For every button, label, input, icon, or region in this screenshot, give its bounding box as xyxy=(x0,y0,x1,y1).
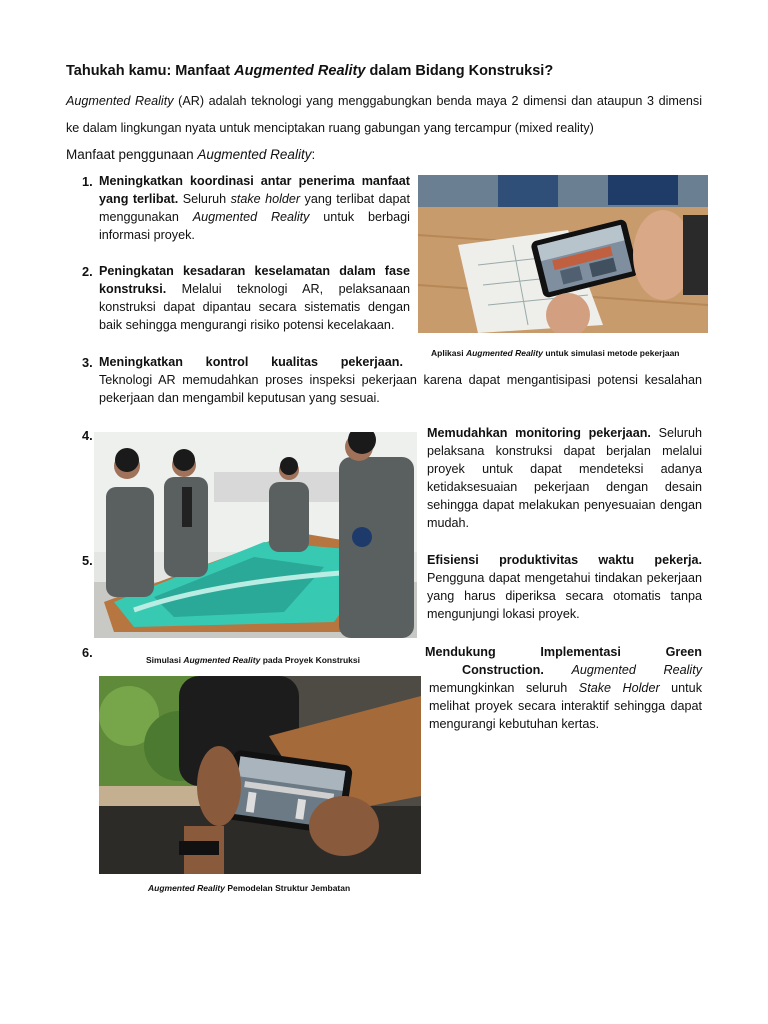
benefit-item-3-heading xyxy=(99,353,403,371)
intro-paragraph xyxy=(66,88,702,142)
caption-2-text: Simulasi xyxy=(146,655,184,665)
item-number-3: 3. xyxy=(82,355,93,370)
photo-ar-bridge-image xyxy=(99,676,421,874)
item-number-5: 5. xyxy=(82,553,93,568)
photo-ar-bridge-phone xyxy=(99,676,421,874)
item-number-4: 4. xyxy=(82,428,93,443)
item-4-heading: Memudahkan monitoring pekerjaan. xyxy=(427,426,651,440)
item-1-heading: Meningkatkan koordinasi antar penerima manfaat yang terlibat. xyxy=(99,174,410,206)
caption-2-italic: Augmented Reality xyxy=(183,655,261,665)
item-4-text: Seluruh pelaksana konstruksi dapat berjalan melalui proyek untuk dapat mendeteksi adanya ketidaksesuaian pekerjaan dengan desain sehingga dapat melakukan penyesuaian dengan mudah. xyxy=(427,426,702,530)
item-6-heading: Mendukung Implementasi Green xyxy=(425,645,702,659)
item-6-italic-b: Stake Holder xyxy=(578,681,660,695)
caption-2-text-end: pada Proyek Konstruksi xyxy=(260,655,360,665)
photo-ar-simulation-image xyxy=(94,432,417,638)
item-6-italic-a: Augmented Reality xyxy=(571,663,702,677)
item-3-heading: Meningkatkan kontrol kualitas pekerjaan. xyxy=(99,355,403,369)
photo-ar-app-phone xyxy=(418,175,708,333)
intro-text: (AR) adalah teknologi yang menggabungkan benda maya 2 dimensi dan ataupun 3 dimensi ke dalam lingkungan nyata untuk menciptakan ruang gabungan yang tercampur (mixed reality) xyxy=(66,94,702,135)
item-1-italic-a: stake holder xyxy=(230,192,301,206)
caption-ar-simulation xyxy=(146,655,360,665)
item-1-text-c: untuk berbagi informasi proyek. xyxy=(99,210,410,242)
item-number-2: 2. xyxy=(82,264,93,279)
item-number-6: 6. xyxy=(82,645,93,660)
benefit-item-6-line2 xyxy=(462,661,702,679)
item-6-heading-cont: Construction. xyxy=(462,663,544,677)
benefit-item-6-heading xyxy=(425,643,702,661)
title-italic: Augmented Reality xyxy=(234,63,366,79)
title-text: Tahukah kamu: Manfaat xyxy=(66,63,235,79)
caption-3-text: Pemodelan Struktur Jembatan xyxy=(225,883,351,893)
page-title xyxy=(66,63,553,79)
item-2-text: Melalui teknologi AR, pelaksanaan konstruksi dapat dipantau secara sistematis dengan baik sehingga mengurangi risiko potensi kecelakaan. xyxy=(99,282,410,332)
caption-1-text: Aplikasi xyxy=(431,348,466,358)
benefit-item-2 xyxy=(99,262,410,334)
caption-3-italic: Augmented Reality xyxy=(148,883,225,893)
benefit-item-4 xyxy=(427,424,702,532)
caption-ar-app xyxy=(431,348,679,358)
benefit-item-1 xyxy=(99,172,410,244)
item-6-text-a: memungkinkan seluruh xyxy=(429,681,579,695)
benefits-heading xyxy=(66,147,315,162)
item-6-text-b: untuk melihat proyek secara interaktif sehingga dapat mengurangi kebutuhan kertas. xyxy=(429,681,702,731)
photo-ar-app-image xyxy=(418,175,708,333)
item-number-1: 1. xyxy=(82,174,93,189)
benefit-item-5 xyxy=(427,551,702,623)
item-1-italic-b: Augmented Reality xyxy=(192,210,310,224)
subhead-text: Manfaat penggunaan xyxy=(66,147,198,162)
benefit-item-6-text xyxy=(429,679,702,733)
title-text-end: dalam Bidang Konstruksi? xyxy=(365,63,554,79)
subhead-colon: : xyxy=(311,147,316,162)
benefit-item-3-text: Teknologi AR memudahkan proses inspeksi pekerjaan karena dapat mengantisipasi potensi kesalahan pekerjaan dan mengambil keputusan yang sesuai. xyxy=(99,373,702,405)
item-5-text: Pengguna dapat mengetahui tindakan pekerjaan yang harus diperiksa secara otomatis tanpa mengunjungi lokasi proyek. xyxy=(427,571,702,621)
caption-ar-bridge xyxy=(148,883,350,893)
item-1-text-b: yang terlibat dapat menggunakan xyxy=(99,192,411,224)
caption-1-italic: Augmented Reality xyxy=(465,348,543,358)
item-5-heading: Efisiensi produktivitas waktu pekerja. xyxy=(427,553,702,567)
subhead-italic: Augmented Reality xyxy=(197,147,312,162)
item-1-text-a: Seluruh xyxy=(178,192,231,206)
caption-1-text-end: untuk simulasi metode pekerjaan xyxy=(542,348,680,358)
intro-italic: Augmented Reality xyxy=(66,94,174,108)
item-2-heading: Peningkatan kesadaran keselamatan dalam fase konstruksi. xyxy=(99,264,410,296)
photo-ar-simulation-team xyxy=(94,432,417,638)
